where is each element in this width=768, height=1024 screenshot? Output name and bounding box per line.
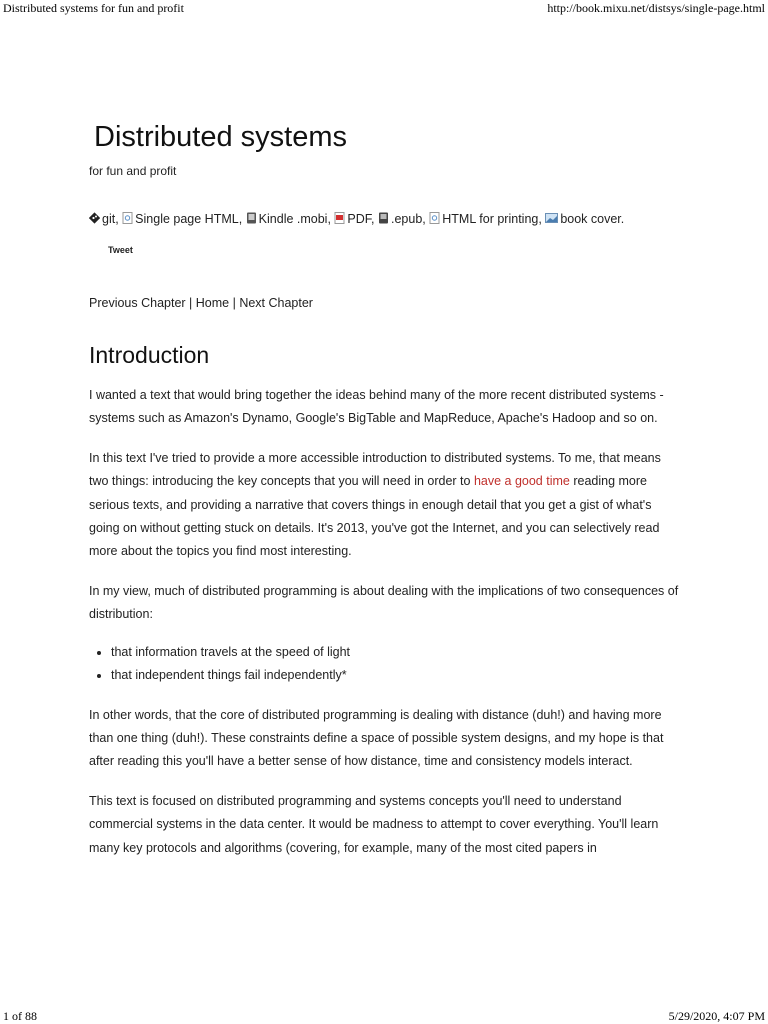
consequences-list — [89, 641, 689, 688]
kindle-link[interactable]: Kindle .mobi, — [258, 212, 331, 226]
page-number: 1 of 88 — [3, 1009, 37, 1023]
pdf-link[interactable]: PDF, — [347, 212, 375, 226]
page-content — [89, 112, 689, 860]
print-header-url: http://book.mixu.net/distsys/single-page.html — [547, 1, 765, 15]
epub-link[interactable]: .epub, — [391, 212, 426, 226]
home-link[interactable]: Home — [195, 296, 230, 310]
list-item: • that information travels at the speed of light — [111, 641, 689, 665]
paragraph-core: In other words, that the core of distributed programming is dealing with distance (duh!) and having more than one thing (duh!). These constraints define a space of possible system designs, and my hope is that after reading this you'll have a better sense of how distance, time and consistency models interact. — [89, 707, 664, 769]
paragraph-text: In this text I've tried to provide a more accessible introduction to distributed systems. To me, that means two things: introducing the key concepts that you will need in order to — [89, 450, 661, 489]
book-title: Distributed systems — [94, 121, 348, 153]
html-print-icon — [429, 212, 440, 224]
list-item: • that independent things fail independently* — [111, 664, 689, 688]
paragraph-focus: This text is focused on distributed programming and systems concepts you'll need to understand commercial systems in the data center. It would be madness to attempt to cover everything. You'll learn many key protocols and algorithms (covering, for example, many of the most cited papers in — [89, 793, 659, 855]
book-subtitle: for fun and profit — [89, 164, 177, 178]
paragraph-consequences: In my view, much of distributed programming is about dealing with the implications of two consequences of distribution: — [89, 583, 679, 622]
nav-separator: | — [185, 296, 196, 310]
previous-chapter-link[interactable]: Previous Chapter — [89, 296, 186, 310]
git-link[interactable]: git, — [102, 212, 119, 226]
print-header — [0, 0, 768, 16]
section-title: Introduction — [89, 342, 210, 368]
single-page-html-link[interactable]: Single page HTML, — [135, 212, 243, 226]
cover-image-icon — [545, 212, 558, 224]
paragraph-text: reading more serious texts, and providing a narrative that covers things in enough detail that you get a gist of what's going on without getting stuck on details. It's 2013, you've got the Internet, and you can selectively read more about the topics you find most interesting. — [89, 474, 660, 559]
paragraph-intro: I wanted a text that would bring together the ideas behind many of the more recent distributed systems - systems such as Amazon's Dynamo, Google's BigTable and MapReduce, Apache's Hadoop and so on. — [89, 388, 664, 426]
paragraph-purpose — [89, 447, 679, 564]
print-datetime: 5/29/2020, 4:07 PM — [668, 1009, 765, 1023]
print-footer — [0, 1008, 768, 1024]
html-printing-link[interactable]: HTML for printing, — [442, 212, 542, 226]
chapter-nav — [89, 294, 689, 312]
book-cover-link[interactable]: book cover. — [560, 212, 625, 226]
html-page-icon — [122, 212, 133, 224]
download-links — [89, 211, 669, 227]
epub-icon — [378, 212, 389, 224]
pdf-icon — [334, 212, 345, 224]
tweet-button[interactable]: Tweet — [108, 245, 133, 255]
kindle-icon — [246, 212, 257, 224]
print-header-title: Distributed systems for fun and profit — [3, 1, 184, 15]
nav-separator: | — [229, 296, 240, 310]
git-icon — [89, 212, 100, 224]
next-chapter-link[interactable]: Next Chapter — [239, 296, 313, 310]
have-a-good-time-link[interactable]: have a good time — [473, 474, 570, 489]
